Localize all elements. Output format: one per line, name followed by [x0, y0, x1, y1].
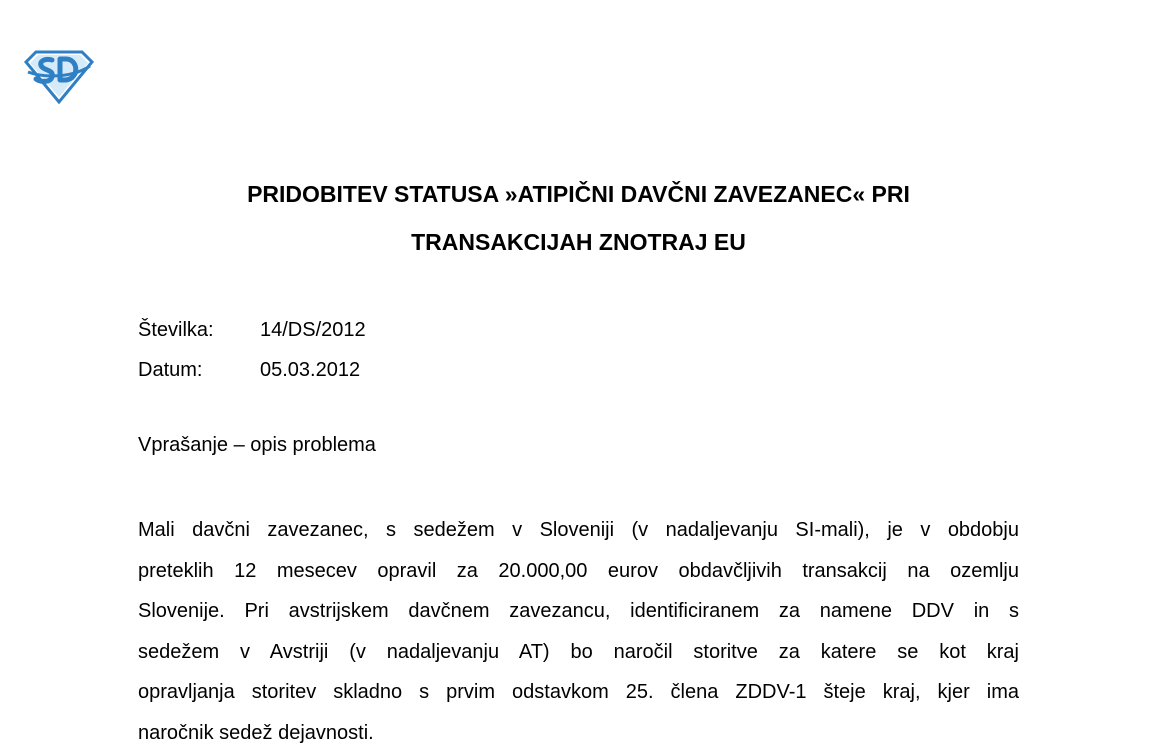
document-title — [0, 170, 1157, 266]
paragraph-line: sedežem v Avstriji (v nadaljevanju AT) bo naročil storitve za katere se kot kraj — [138, 632, 1019, 673]
paragraph-line: opravljanja storitev skladno s prvim odstavkom 25. člena ZDDV-1 šteje kraj, kjer ima — [138, 672, 1019, 713]
meta-number-row — [138, 310, 366, 350]
document-meta — [138, 310, 366, 390]
body-paragraph — [138, 510, 1019, 753]
paragraph-line: preteklih 12 mesecev opravil za 20.000,00 eurov obdavčljivih transakcij na ozemlju — [138, 551, 1019, 592]
title-line-2: TRANSAKCIJAH ZNOTRAJ EU — [0, 218, 1157, 266]
paragraph-line: Slovenije. Pri avstrijskem davčnem zavezancu, identificiranem za namene DDV in s — [138, 591, 1019, 632]
paragraph-line: naročnik sedež dejavnosti. — [138, 713, 1019, 753]
paragraph-line: Mali davčni zavezanec, s sedežem v Sloveniji (v nadaljevanju SI-mali), je v obdobju — [138, 510, 1019, 551]
section-heading: Vprašanje – opis problema — [138, 430, 376, 460]
title-line-1: PRIDOBITEV STATUSA »ATIPIČNI DAVČNI ZAVEZANEC« PRI — [0, 170, 1157, 218]
date-label: Datum: — [138, 350, 260, 390]
sd-shield-logo-icon — [22, 48, 96, 104]
meta-date-row — [138, 350, 366, 390]
number-label: Številka: — [138, 310, 260, 350]
date-value: 05.03.2012 — [260, 350, 360, 390]
number-value: 14/DS/2012 — [260, 310, 366, 350]
